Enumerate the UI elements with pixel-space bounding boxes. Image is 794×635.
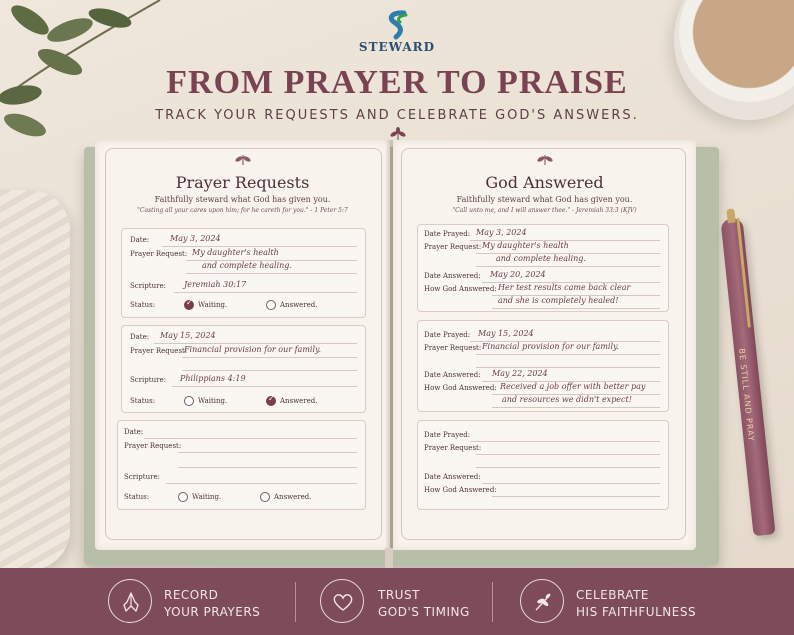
date-answered-label: Date Answered: <box>424 473 481 481</box>
heart-icon <box>331 590 355 614</box>
feature-trust-title: TRUST <box>378 588 420 602</box>
how-god-answered-value[interactable]: Her test results came back clear <box>498 283 631 292</box>
date-prayed-value[interactable]: May 15, 2024 <box>478 329 534 338</box>
scripture-value[interactable]: Jeremiah 30:17 <box>184 280 247 289</box>
answered-label: Answered. <box>280 301 318 309</box>
prayer-request-value[interactable]: Financial provision for our family. <box>482 342 620 351</box>
sprig-icon <box>536 152 554 166</box>
how-god-answered-label: How God Answered: <box>424 384 497 392</box>
date-label: Date: <box>130 236 150 244</box>
knit-blanket-decoration <box>0 190 70 570</box>
date-prayed-label: Date Prayed: <box>424 431 471 439</box>
waiting-label: Waiting. <box>198 301 228 309</box>
answered-checkbox[interactable] <box>260 492 270 502</box>
prayer-entry-card <box>121 325 366 413</box>
olive-branch-icon <box>531 590 555 614</box>
prayer-requests-verse: "Casting all your cares upon him; for he careth for you." - 1 Peter 5:7 <box>137 207 348 214</box>
status-label: Status: <box>130 397 156 405</box>
date-answered-value[interactable]: May 20, 2024 <box>490 270 546 279</box>
how-god-answered-label: How God Answered: <box>424 285 497 293</box>
date-answered-label: Date Answered: <box>424 272 481 280</box>
praying-hands-icon <box>119 590 143 614</box>
scripture-label: Scripture: <box>130 376 166 384</box>
steward-logo-icon <box>384 10 410 40</box>
pen-engraving: BE STILL AND PRAY <box>737 348 756 443</box>
feature-celebrate-title: CELEBRATE <box>576 588 650 602</box>
prayer-entry-card <box>117 420 366 510</box>
date-value[interactable]: May 3, 2024 <box>170 234 221 243</box>
date-prayed-label: Date Prayed: <box>424 230 471 238</box>
page-title: FROM PRAYER TO PRAISE <box>166 64 628 101</box>
feature-celebrate-subtitle: HIS FAITHFULNESS <box>576 605 697 619</box>
prayer-request-label: Prayer Request: <box>130 347 188 355</box>
answer-entry-card <box>417 224 669 312</box>
waiting-label: Waiting. <box>192 493 222 501</box>
date-answered-label: Date Answered: <box>424 371 481 379</box>
status-label: Status: <box>130 301 156 309</box>
prayer-requests-page <box>95 140 390 550</box>
date-value[interactable]: May 15, 2024 <box>160 331 216 340</box>
scripture-label: Scripture: <box>130 282 166 290</box>
brand-name: STEWARD <box>358 40 436 54</box>
answered-checkbox[interactable] <box>266 396 276 406</box>
brand <box>0 10 794 54</box>
prayer-request-label: Prayer Request: <box>424 243 482 251</box>
how-god-answered-value[interactable]: Received a job offer with better pay <box>500 382 646 391</box>
scripture-label: Scripture: <box>124 473 160 481</box>
date-label: Date: <box>130 333 150 341</box>
prayer-request-label: Prayer Request: <box>424 444 482 452</box>
prayer-request-value[interactable]: Financial provision for our family. <box>184 345 322 354</box>
waiting-checkbox[interactable] <box>178 492 188 502</box>
feature-record <box>108 568 288 635</box>
waiting-checkbox[interactable] <box>184 396 194 406</box>
date-prayed-value[interactable]: May 3, 2024 <box>476 228 527 237</box>
feature-record-subtitle: YOUR PRAYERS <box>164 605 261 619</box>
feature-trust <box>320 568 480 635</box>
prayer-request-value[interactable]: My daughter's health <box>192 248 279 257</box>
answered-checkbox[interactable] <box>266 300 276 310</box>
prayer-request-value[interactable]: and complete healing. <box>202 261 292 270</box>
scripture-value[interactable]: Philippians 4:19 <box>180 374 246 383</box>
answer-entry-card <box>417 320 669 412</box>
prayer-request-value[interactable]: and complete healing. <box>496 254 586 263</box>
prayer-requests-subtitle: Faithfully steward what God has given you. <box>154 195 331 204</box>
how-god-answered-value[interactable]: and she is completely healed! <box>498 296 619 305</box>
date-answered-value[interactable]: May 22, 2024 <box>492 369 548 378</box>
how-god-answered-value[interactable]: and resources we didn't expect! <box>502 395 632 404</box>
prayer-entry-card <box>121 228 366 318</box>
answered-label: Answered. <box>280 397 318 405</box>
feature-celebrate <box>520 568 720 635</box>
god-answered-page <box>393 140 696 550</box>
status-label: Status: <box>124 493 150 501</box>
answer-entry-card <box>417 420 669 510</box>
prayer-request-label: Prayer Request: <box>130 250 188 258</box>
god-answered-verse: "Call unto me, and I will answer thee." - Jeremiah 33:3 (KJV) <box>452 207 637 214</box>
sprig-icon <box>389 127 407 141</box>
sprig-icon <box>234 152 252 166</box>
waiting-label: Waiting. <box>198 397 228 405</box>
prayer-request-label: Prayer Request: <box>424 344 482 352</box>
how-god-answered-label: How God Answered: <box>424 486 497 494</box>
feature-record-title: RECORD <box>164 588 219 602</box>
prayer-requests-title: Prayer Requests <box>175 173 310 192</box>
feature-band <box>0 568 794 635</box>
prayer-request-value[interactable]: My daughter's health <box>482 241 569 250</box>
date-label: Date: <box>124 428 144 436</box>
waiting-checkbox[interactable] <box>184 300 194 310</box>
page-subtitle: TRACK YOUR REQUESTS AND CELEBRATE GOD'S ANSWERS. <box>155 108 639 123</box>
date-prayed-label: Date Prayed: <box>424 331 471 339</box>
god-answered-subtitle: Faithfully steward what God has given you. <box>456 195 633 204</box>
prayer-request-label: Prayer Request: <box>124 442 182 450</box>
god-answered-title: God Answered <box>485 173 604 192</box>
feature-trust-subtitle: GOD'S TIMING <box>378 605 470 619</box>
pen-decoration <box>720 218 775 537</box>
answered-label: Answered. <box>274 493 312 501</box>
